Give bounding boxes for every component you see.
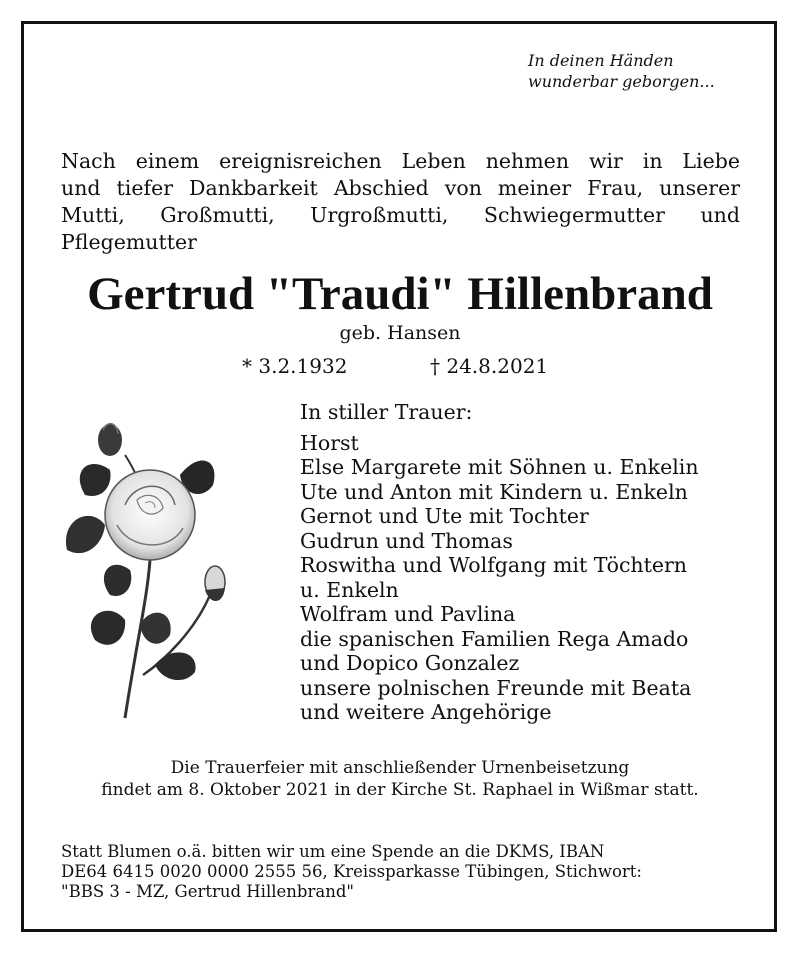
motto-line: In deinen Händen bbox=[528, 51, 674, 70]
deceased-name: Gertrud "Traudi" Hillenbrand bbox=[87, 268, 713, 320]
intro-line: Mutti, Großmutti, Urgroßmutti, Schwiegermutter und bbox=[61, 203, 740, 227]
mourner-entry: Wolfram und Pavlina bbox=[300, 602, 516, 626]
donation-note bbox=[61, 842, 642, 902]
leaf bbox=[80, 464, 111, 496]
mourner-entry: und Dopico Gonzalez bbox=[300, 651, 520, 675]
mourner-entry: unsere polnischen Freunde mit Beata bbox=[300, 675, 692, 700]
mourner-entry: Gudrun und Thomas bbox=[300, 528, 513, 553]
mourners-heading: In stiller Trauer: bbox=[300, 400, 473, 424]
funeral-info bbox=[0, 757, 800, 801]
mourner-entry: Ute und Anton mit Kindern u. Enkeln bbox=[300, 479, 688, 504]
leaf bbox=[104, 565, 131, 596]
mourner-entry: und weitere Angehörige bbox=[300, 700, 552, 724]
motto-line: wunderbar geborgen... bbox=[528, 72, 715, 91]
rose-illustration bbox=[55, 400, 235, 730]
mourners-list bbox=[300, 431, 699, 725]
mourner-entry: Roswitha und Wolfgang mit Töchtern bbox=[300, 553, 688, 577]
birth-date: * 3.2.1932 bbox=[242, 354, 348, 378]
mourner-entry: Else Margarete mit Söhnen u. Enkelin bbox=[300, 455, 699, 479]
intro-text bbox=[61, 148, 740, 256]
leaf bbox=[91, 611, 125, 645]
donation-line: "BBS 3 - MZ, Gertrud Hillenbrand" bbox=[61, 882, 354, 901]
rose-head bbox=[105, 470, 195, 560]
leaf bbox=[66, 516, 105, 553]
mourner-entry: Gernot und Ute mit Tochter bbox=[300, 504, 589, 528]
mourner-entry: Horst bbox=[300, 430, 359, 455]
funeral-line: findet am 8. Oktober 2021 in der Kirche St. Raphael in Wißmar statt. bbox=[101, 780, 699, 800]
bud bbox=[98, 424, 122, 456]
intro-line: und tiefer Dankbarkeit Abschied von meiner Frau, unserer bbox=[61, 176, 740, 200]
donation-line: DE64 6415 0020 0000 2555 56, Kreissparkasse Tübingen, Stichwort: bbox=[61, 862, 642, 881]
mourners-block bbox=[300, 400, 699, 725]
leaf bbox=[140, 613, 171, 644]
intro-line: Nach einem ereignisreichen Leben nehmen wir in Liebe bbox=[61, 149, 740, 173]
leaf bbox=[155, 652, 196, 680]
mourner-entry: u. Enkeln bbox=[300, 577, 399, 602]
motto bbox=[528, 50, 715, 92]
born-name: geb. Hansen bbox=[339, 322, 461, 344]
donation-line: Statt Blumen o.ä. bitten wir um eine Spende an die DKMS, IBAN bbox=[61, 842, 605, 861]
death-date: † 24.8.2021 bbox=[430, 354, 549, 378]
mourner-entry: die spanischen Familien Rega Amado bbox=[300, 626, 689, 651]
funeral-line: Die Trauerfeier mit anschließender Urnenbeisetzung bbox=[170, 758, 630, 778]
intro-line: Pflegemutter bbox=[61, 230, 197, 254]
